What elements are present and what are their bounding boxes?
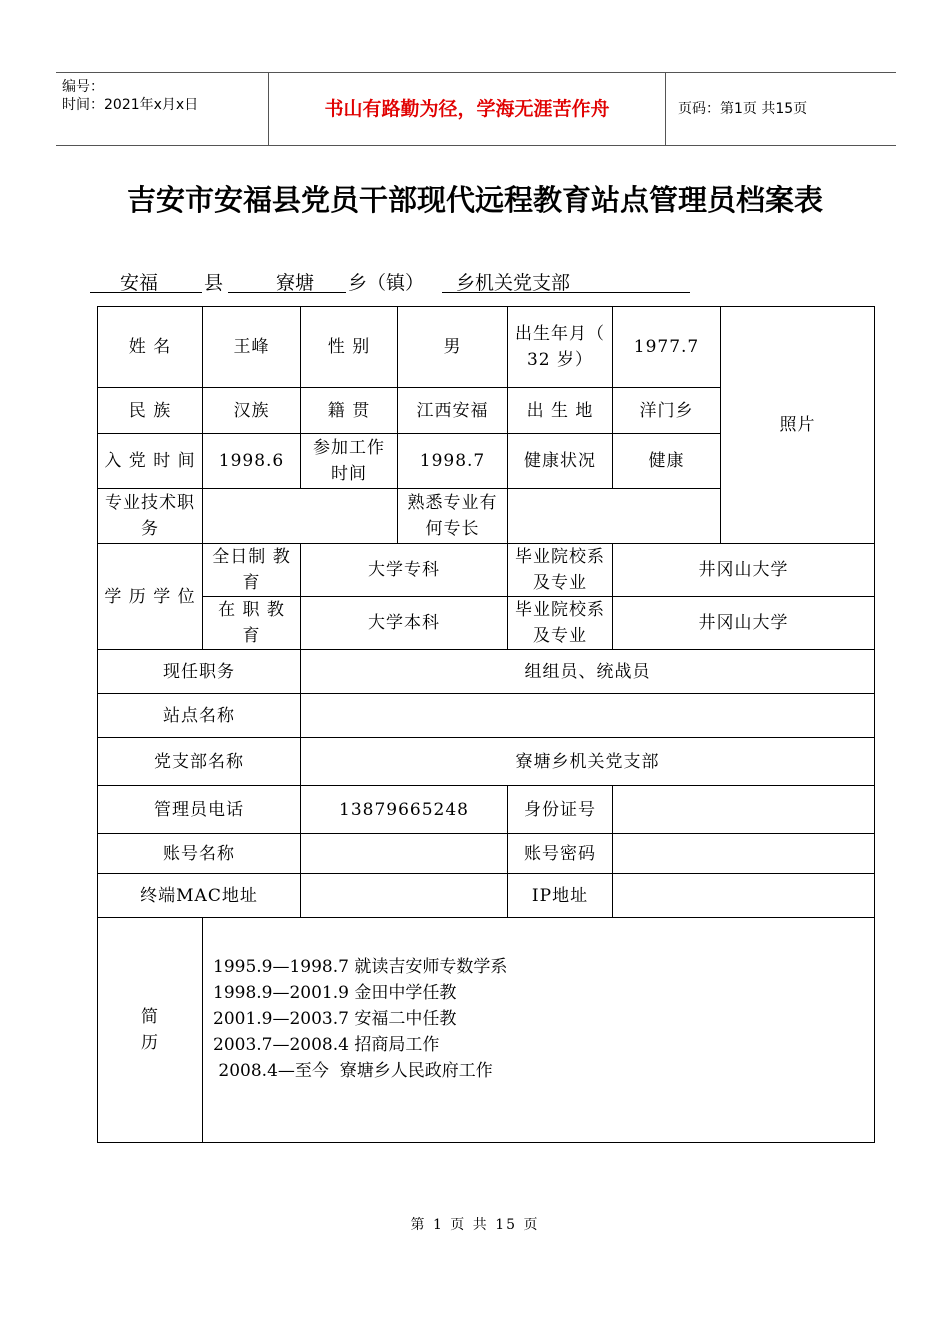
tech-title-label: 专业技术职务 bbox=[98, 489, 203, 544]
inservice-school-label: 毕业院校系及专业 bbox=[508, 597, 613, 650]
resume-label-text: 简 历 bbox=[141, 1007, 159, 1053]
fulltime-label: 全日制 教 育 bbox=[203, 544, 301, 597]
header-page-info: 页码：第1页 共15页 bbox=[678, 101, 808, 117]
native-value: 江西安福 bbox=[398, 388, 508, 434]
county-value: 安福 bbox=[120, 272, 159, 294]
table-row bbox=[98, 650, 875, 694]
inservice-label: 在 职 教 育 bbox=[203, 597, 301, 650]
resume-line: 1998.9—2001.9 金田中学任教 bbox=[213, 983, 457, 1003]
expertise-value bbox=[508, 489, 721, 544]
education-label: 学 历 学 位 bbox=[98, 544, 203, 650]
id-value bbox=[613, 786, 875, 834]
mac-label: 终端MAC地址 bbox=[98, 874, 301, 918]
table-row bbox=[98, 694, 875, 738]
health-value: 健康 bbox=[613, 434, 721, 489]
township-suffix: 乡（镇） bbox=[348, 272, 425, 294]
position-value: 组组员、统战员 bbox=[301, 650, 875, 694]
mac-value bbox=[301, 874, 508, 918]
password-value bbox=[613, 834, 875, 874]
birthplace-value: 洋门乡 bbox=[613, 388, 721, 434]
join-party-label: 入 党 时 间 bbox=[98, 434, 203, 489]
table-row bbox=[98, 834, 875, 874]
branch-value: 乡机关党支部 bbox=[456, 272, 571, 294]
table-row bbox=[98, 597, 875, 650]
work-start-label: 参加工作时间 bbox=[301, 434, 398, 489]
resume-line: 1995.9—1998.7 就读吉安师专数学系 bbox=[213, 957, 508, 977]
inservice-school: 井冈山大学 bbox=[613, 597, 875, 650]
gender-value: 男 bbox=[398, 307, 508, 388]
phone-value: 13879665248 bbox=[301, 786, 508, 834]
ethnicity-value: 汉族 bbox=[203, 388, 301, 434]
native-label: 籍 贯 bbox=[301, 388, 398, 434]
fulltime-degree: 大学专科 bbox=[301, 544, 508, 597]
table-row bbox=[98, 786, 875, 834]
table-row bbox=[98, 738, 875, 786]
health-label: 健康状况 bbox=[508, 434, 613, 489]
site-label: 站点名称 bbox=[98, 694, 301, 738]
ip-label: IP地址 bbox=[508, 874, 613, 918]
expertise-label: 熟悉专业有何专长 bbox=[398, 489, 508, 544]
position-label: 现任职务 bbox=[98, 650, 301, 694]
doc-number: 编号： bbox=[62, 79, 104, 95]
ethnicity-label: 民 族 bbox=[98, 388, 203, 434]
table-row bbox=[98, 918, 875, 1143]
name-value: 王峰 bbox=[203, 307, 301, 388]
table-row bbox=[98, 544, 875, 597]
resume-line: 2008.4—至今 寮塘乡人民政府工作 bbox=[213, 1061, 493, 1081]
county-suffix: 县 bbox=[204, 272, 224, 294]
fulltime-school-label: 毕业院校系及专业 bbox=[508, 544, 613, 597]
fulltime-school: 井冈山大学 bbox=[613, 544, 875, 597]
photo-cell: 照片 bbox=[721, 307, 875, 544]
id-label: 身份证号 bbox=[508, 786, 613, 834]
inservice-degree: 大学本科 bbox=[301, 597, 508, 650]
name-label: 姓 名 bbox=[98, 307, 203, 388]
header-divider bbox=[665, 73, 666, 145]
account-value bbox=[301, 834, 508, 874]
location-line bbox=[90, 268, 690, 296]
branch-label: 党支部名称 bbox=[98, 738, 301, 786]
ip-value bbox=[613, 874, 875, 918]
gender-label: 性 别 bbox=[301, 307, 398, 388]
doc-meta bbox=[56, 73, 268, 145]
birth-value: 1977.7 bbox=[613, 307, 721, 388]
work-start-value: 1998.7 bbox=[398, 434, 508, 489]
archive-table bbox=[97, 306, 875, 1143]
header-motto: 书山有路勤为径，学海无涯苦作舟 bbox=[324, 98, 610, 120]
township-value: 寮塘 bbox=[276, 272, 315, 294]
page-header bbox=[56, 72, 896, 146]
phone-label: 管理员电话 bbox=[98, 786, 301, 834]
page-footer: 第 1 页 共 15 页 bbox=[410, 1217, 540, 1233]
table-row bbox=[98, 307, 875, 388]
table-row bbox=[98, 874, 875, 918]
page-title: 吉安市安福县党员干部现代远程教育站点管理员档案表 bbox=[126, 183, 823, 217]
join-party-value: 1998.6 bbox=[203, 434, 301, 489]
birth-label: 出生年月（ 32 岁） bbox=[508, 307, 613, 388]
password-label: 账号密码 bbox=[508, 834, 613, 874]
resume-content bbox=[203, 918, 875, 1143]
resume-line: 2001.9—2003.7 安福二中任教 bbox=[213, 1009, 457, 1029]
birthplace-label: 出 生 地 bbox=[508, 388, 613, 434]
resume-label bbox=[98, 918, 203, 1143]
tech-title-value bbox=[203, 489, 398, 544]
branch-value: 寮塘乡机关党支部 bbox=[301, 738, 875, 786]
resume-line: 2003.7—2008.4 招商局工作 bbox=[213, 1035, 440, 1055]
site-value bbox=[301, 694, 875, 738]
doc-time: 时间：2021年x月x日 bbox=[62, 97, 199, 113]
account-label: 账号名称 bbox=[98, 834, 301, 874]
